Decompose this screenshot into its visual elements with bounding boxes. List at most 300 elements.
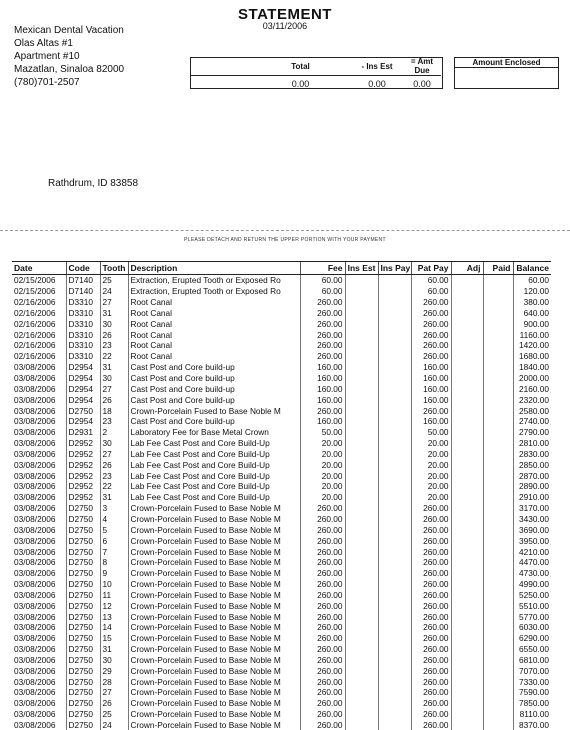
cell-adj: [451, 633, 483, 644]
cell-pat-pay: 160.00: [411, 362, 451, 373]
cell-adj: [451, 644, 483, 655]
table-row: [12, 611, 551, 622]
cell-adj: [451, 351, 483, 362]
cell-code: D3310: [66, 340, 100, 351]
cell-tooth: 23: [100, 470, 128, 481]
cell-adj: [451, 286, 483, 297]
cell-date: 03/08/2006: [12, 720, 66, 730]
cell-description: Laboratory Fee for Base Metal Crown: [128, 427, 300, 438]
cell-fee: 160.00: [300, 383, 345, 394]
cell-code: D3310: [66, 318, 100, 329]
cell-ins-est: [345, 644, 378, 655]
cell-ins-est: [345, 481, 378, 492]
cell-ins-pay: [378, 557, 411, 568]
cell-description: Crown-Porcelain Fused to Base Noble M: [128, 687, 300, 698]
cell-adj: [451, 492, 483, 503]
cell-date: 03/08/2006: [12, 405, 66, 416]
cell-ins-pay: [378, 665, 411, 676]
cell-date: 03/08/2006: [12, 362, 66, 373]
cell-balance: 6030.00: [513, 622, 551, 633]
table-row: [12, 297, 551, 308]
cell-adj: [451, 308, 483, 319]
cell-tooth: 22: [100, 481, 128, 492]
cell-pat-pay: 260.00: [411, 546, 451, 557]
table-row: [12, 720, 551, 730]
cell-balance: 1420.00: [513, 340, 551, 351]
cell-pat-pay: 260.00: [411, 589, 451, 600]
table-row: [12, 394, 551, 405]
cell-ins-pay: [378, 362, 411, 373]
cell-ins-pay: [378, 579, 411, 590]
cell-pat-pay: 20.00: [411, 470, 451, 481]
cell-ins-pay: [378, 524, 411, 535]
cell-balance: 2850.00: [513, 459, 551, 470]
cell-balance: 8370.00: [513, 720, 551, 730]
cell-fee: 20.00: [300, 459, 345, 470]
amount-enclosed-label: Amount Enclosed: [455, 58, 558, 68]
cell-adj: [451, 611, 483, 622]
cell-ins-pay: [378, 438, 411, 449]
cell-description: Cast Post and Core build-up: [128, 362, 300, 373]
table-row: [12, 655, 551, 666]
cell-pat-pay: 260.00: [411, 568, 451, 579]
cell-fee: 260.00: [300, 535, 345, 546]
cell-paid: [483, 503, 513, 514]
column-header-balance: Balance: [513, 262, 551, 275]
cell-ins-pay: [378, 698, 411, 709]
cell-fee: 260.00: [300, 351, 345, 362]
cell-paid: [483, 308, 513, 319]
cell-code: D2952: [66, 459, 100, 470]
cell-pat-pay: 260.00: [411, 514, 451, 525]
cell-pat-pay: 260.00: [411, 633, 451, 644]
cell-fee: 260.00: [300, 655, 345, 666]
cell-code: D2750: [66, 709, 100, 720]
cell-date: 03/08/2006: [12, 557, 66, 568]
cell-pat-pay: 50.00: [411, 427, 451, 438]
table-row: [12, 351, 551, 362]
cell-fee: 20.00: [300, 438, 345, 449]
amount-enclosed-box[interactable]: [454, 57, 559, 89]
table-row: [12, 329, 551, 340]
cell-pat-pay: 20.00: [411, 481, 451, 492]
cell-adj: [451, 329, 483, 340]
cell-paid: [483, 600, 513, 611]
cell-ins-est: [345, 449, 378, 460]
cell-ins-est: [345, 720, 378, 730]
table-row: [12, 286, 551, 297]
column-header-pat-pay: Pat Pay: [411, 262, 451, 275]
cell-ins-pay: [378, 449, 411, 460]
cell-description: Crown-Porcelain Fused to Base Noble M: [128, 655, 300, 666]
cell-tooth: 30: [100, 438, 128, 449]
cell-fee: 20.00: [300, 470, 345, 481]
cell-code: D2750: [66, 720, 100, 730]
cell-ins-pay: [378, 589, 411, 600]
cell-ins-est: [345, 318, 378, 329]
cell-pat-pay: 260.00: [411, 351, 451, 362]
cell-paid: [483, 416, 513, 427]
table-row: [12, 709, 551, 720]
cell-description: Crown-Porcelain Fused to Base Noble M: [128, 579, 300, 590]
cell-adj: [451, 405, 483, 416]
cell-paid: [483, 394, 513, 405]
cell-fee: 260.00: [300, 503, 345, 514]
sender-line: Mazatlan, Sinaloa 82000: [14, 63, 124, 76]
table-row: [12, 687, 551, 698]
cell-date: 02/16/2006: [12, 318, 66, 329]
cell-pat-pay: 260.00: [411, 340, 451, 351]
cell-ins-est: [345, 665, 378, 676]
cell-date: 03/08/2006: [12, 503, 66, 514]
cell-fee: 260.00: [300, 698, 345, 709]
cell-fee: 260.00: [300, 546, 345, 557]
cell-pat-pay: 260.00: [411, 655, 451, 666]
cell-date: 03/08/2006: [12, 383, 66, 394]
table-row: [12, 308, 551, 319]
cell-adj: [451, 600, 483, 611]
cell-ins-pay: [378, 286, 411, 297]
cell-code: D2952: [66, 470, 100, 481]
cell-pat-pay: 260.00: [411, 329, 451, 340]
cell-ins-pay: [378, 535, 411, 546]
cell-balance: 4470.00: [513, 557, 551, 568]
cell-ins-pay: [378, 600, 411, 611]
cell-adj: [451, 470, 483, 481]
cell-ins-est: [345, 655, 378, 666]
cell-ins-pay: [378, 720, 411, 730]
table-row: [12, 589, 551, 600]
statement-date: 03/11/2006: [0, 21, 570, 31]
cell-balance: 1840.00: [513, 362, 551, 373]
cell-date: 03/08/2006: [12, 394, 66, 405]
table-header-row: [12, 262, 551, 275]
table-row: [12, 492, 551, 503]
cell-tooth: 26: [100, 459, 128, 470]
table-row: [12, 427, 551, 438]
cell-ins-pay: [378, 308, 411, 319]
table-row: [12, 503, 551, 514]
cell-fee: 60.00: [300, 275, 345, 286]
summary-amt-due-value: 0.00: [403, 76, 441, 93]
cell-ins-est: [345, 394, 378, 405]
column-header-paid: Paid: [483, 262, 513, 275]
cell-fee: 260.00: [300, 568, 345, 579]
cell-code: D3310: [66, 297, 100, 308]
cell-fee: 260.00: [300, 318, 345, 329]
cell-date: 02/15/2006: [12, 286, 66, 297]
cell-balance: 4730.00: [513, 568, 551, 579]
cell-paid: [483, 438, 513, 449]
cell-description: Crown-Porcelain Fused to Base Noble M: [128, 557, 300, 568]
cell-adj: [451, 514, 483, 525]
cell-paid: [483, 373, 513, 384]
cell-code: D2750: [66, 535, 100, 546]
cell-description: Lab Fee Cast Post and Core Build-Up: [128, 492, 300, 503]
cell-description: Crown-Porcelain Fused to Base Noble M: [128, 546, 300, 557]
cell-balance: 60.00: [513, 275, 551, 286]
cell-description: Crown-Porcelain Fused to Base Noble M: [128, 698, 300, 709]
cell-fee: 160.00: [300, 394, 345, 405]
cell-ins-pay: [378, 622, 411, 633]
table-row: [12, 470, 551, 481]
cell-description: Crown-Porcelain Fused to Base Noble M: [128, 589, 300, 600]
cell-fee: 160.00: [300, 373, 345, 384]
cell-tooth: 25: [100, 275, 128, 286]
cell-date: 03/08/2006: [12, 535, 66, 546]
cell-paid: [483, 655, 513, 666]
cell-adj: [451, 568, 483, 579]
cell-balance: 2910.00: [513, 492, 551, 503]
cell-fee: 260.00: [300, 297, 345, 308]
cell-pat-pay: 260.00: [411, 665, 451, 676]
cell-ins-pay: [378, 459, 411, 470]
cell-description: Crown-Porcelain Fused to Base Noble M: [128, 611, 300, 622]
cell-date: 03/08/2006: [12, 514, 66, 525]
cell-paid: [483, 492, 513, 503]
cell-code: D2954: [66, 373, 100, 384]
cell-fee: 260.00: [300, 633, 345, 644]
cell-tooth: 5: [100, 524, 128, 535]
cell-code: D7140: [66, 286, 100, 297]
cell-description: Crown-Porcelain Fused to Base Noble M: [128, 676, 300, 687]
cell-description: Root Canal: [128, 308, 300, 319]
summary-header-amt-due: = Amt Due: [403, 57, 441, 76]
cell-ins-pay: [378, 297, 411, 308]
cell-balance: 6810.00: [513, 655, 551, 666]
cell-paid: [483, 611, 513, 622]
cell-balance: 2790.00: [513, 427, 551, 438]
cell-code: D2952: [66, 449, 100, 460]
cell-code: D2750: [66, 503, 100, 514]
cell-date: 03/08/2006: [12, 589, 66, 600]
cell-description: Crown-Porcelain Fused to Base Noble M: [128, 535, 300, 546]
cell-adj: [451, 427, 483, 438]
cell-code: D2750: [66, 676, 100, 687]
cell-paid: [483, 383, 513, 394]
cell-description: Lab Fee Cast Post and Core Build-Up: [128, 438, 300, 449]
cell-balance: 4210.00: [513, 546, 551, 557]
cell-balance: 8110.00: [513, 709, 551, 720]
cell-balance: 2580.00: [513, 405, 551, 416]
cell-fee: 60.00: [300, 286, 345, 297]
cell-tooth: 30: [100, 655, 128, 666]
cell-ins-est: [345, 373, 378, 384]
cell-adj: [451, 438, 483, 449]
table-row: [12, 438, 551, 449]
table-row: [12, 481, 551, 492]
cell-balance: 2740.00: [513, 416, 551, 427]
table-row: [12, 362, 551, 373]
cell-code: D2750: [66, 698, 100, 709]
cell-adj: [451, 449, 483, 460]
cell-tooth: 15: [100, 633, 128, 644]
cell-date: 03/08/2006: [12, 427, 66, 438]
cell-ins-pay: [378, 351, 411, 362]
tear-line: [0, 230, 570, 231]
cell-adj: [451, 535, 483, 546]
cell-ins-est: [345, 275, 378, 286]
cell-ins-est: [345, 600, 378, 611]
cell-paid: [483, 524, 513, 535]
cell-balance: 7590.00: [513, 687, 551, 698]
cell-pat-pay: 160.00: [411, 416, 451, 427]
cell-pat-pay: 20.00: [411, 492, 451, 503]
cell-balance: 4990.00: [513, 579, 551, 590]
cell-ins-est: [345, 351, 378, 362]
summary-table: [190, 57, 441, 92]
cell-tooth: 9: [100, 568, 128, 579]
summary-spacer: [190, 76, 250, 93]
cell-paid: [483, 297, 513, 308]
cell-fee: 260.00: [300, 579, 345, 590]
cell-ins-est: [345, 524, 378, 535]
cell-description: Crown-Porcelain Fused to Base Noble M: [128, 720, 300, 730]
cell-paid: [483, 351, 513, 362]
cell-ins-est: [345, 297, 378, 308]
column-header-tooth: Tooth: [100, 262, 128, 275]
cell-code: D2954: [66, 394, 100, 405]
cell-pat-pay: 260.00: [411, 308, 451, 319]
cell-paid: [483, 427, 513, 438]
cell-paid: [483, 405, 513, 416]
cell-adj: [451, 687, 483, 698]
cell-code: D7140: [66, 275, 100, 286]
cell-balance: 3430.00: [513, 514, 551, 525]
cell-fee: 260.00: [300, 329, 345, 340]
cell-code: D3310: [66, 308, 100, 319]
cell-balance: 120.00: [513, 286, 551, 297]
cell-adj: [451, 524, 483, 535]
cell-ins-pay: [378, 633, 411, 644]
cell-date: 02/16/2006: [12, 351, 66, 362]
table-row: [12, 676, 551, 687]
cell-ins-pay: [378, 394, 411, 405]
cell-fee: 160.00: [300, 416, 345, 427]
sender-address: [14, 24, 124, 89]
column-header-code: Code: [66, 262, 100, 275]
cell-pat-pay: 60.00: [411, 286, 451, 297]
cell-pat-pay: 20.00: [411, 459, 451, 470]
cell-code: D2750: [66, 687, 100, 698]
cell-balance: 3690.00: [513, 524, 551, 535]
cell-balance: 3950.00: [513, 535, 551, 546]
cell-ins-est: [345, 308, 378, 319]
cell-tooth: 26: [100, 394, 128, 405]
cell-pat-pay: 260.00: [411, 579, 451, 590]
cell-code: D2952: [66, 481, 100, 492]
cell-code: D2954: [66, 362, 100, 373]
cell-adj: [451, 481, 483, 492]
cell-tooth: 10: [100, 579, 128, 590]
cell-paid: [483, 449, 513, 460]
cell-description: Cast Post and Core build-up: [128, 416, 300, 427]
cell-description: Crown-Porcelain Fused to Base Noble M: [128, 524, 300, 535]
cell-ins-est: [345, 492, 378, 503]
sender-line: Apartment #10: [14, 50, 124, 63]
cell-paid: [483, 329, 513, 340]
cell-paid: [483, 633, 513, 644]
table-row: [12, 568, 551, 579]
cell-date: 03/08/2006: [12, 492, 66, 503]
table-row: [12, 449, 551, 460]
cell-code: D2750: [66, 600, 100, 611]
column-header-fee: Fee: [300, 262, 345, 275]
cell-ins-est: [345, 579, 378, 590]
cell-ins-pay: [378, 329, 411, 340]
cell-fee: 260.00: [300, 405, 345, 416]
cell-paid: [483, 362, 513, 373]
cell-ins-pay: [378, 373, 411, 384]
cell-fee: 160.00: [300, 362, 345, 373]
cell-fee: 20.00: [300, 449, 345, 460]
cell-pat-pay: 260.00: [411, 644, 451, 655]
cell-ins-est: [345, 589, 378, 600]
cell-adj: [451, 383, 483, 394]
table-row: [12, 665, 551, 676]
cell-adj: [451, 698, 483, 709]
cell-ins-pay: [378, 492, 411, 503]
cell-code: D3310: [66, 329, 100, 340]
cell-fee: 260.00: [300, 720, 345, 730]
cell-pat-pay: 260.00: [411, 611, 451, 622]
cell-balance: 2810.00: [513, 438, 551, 449]
cell-ins-est: [345, 622, 378, 633]
cell-ins-est: [345, 709, 378, 720]
cell-balance: 900.00: [513, 318, 551, 329]
column-header-ins-pay: Ins Pay: [378, 262, 411, 275]
cell-paid: [483, 698, 513, 709]
cell-tooth: 23: [100, 416, 128, 427]
cell-tooth: 29: [100, 665, 128, 676]
cell-ins-pay: [378, 687, 411, 698]
cell-paid: [483, 286, 513, 297]
cell-date: 03/08/2006: [12, 600, 66, 611]
table-row: [12, 535, 551, 546]
cell-code: D2750: [66, 665, 100, 676]
cell-tooth: 27: [100, 297, 128, 308]
cell-date: 02/16/2006: [12, 297, 66, 308]
cell-tooth: 31: [100, 308, 128, 319]
cell-pat-pay: 260.00: [411, 524, 451, 535]
cell-description: Root Canal: [128, 340, 300, 351]
cell-adj: [451, 546, 483, 557]
cell-ins-pay: [378, 514, 411, 525]
cell-ins-est: [345, 438, 378, 449]
cell-tooth: 7: [100, 546, 128, 557]
cell-date: 03/08/2006: [12, 579, 66, 590]
cell-adj: [451, 676, 483, 687]
table-row: [12, 557, 551, 568]
cell-balance: 7850.00: [513, 698, 551, 709]
table-row: [12, 340, 551, 351]
cell-description: Cast Post and Core build-up: [128, 383, 300, 394]
cell-paid: [483, 340, 513, 351]
cell-tooth: 14: [100, 622, 128, 633]
cell-pat-pay: 20.00: [411, 438, 451, 449]
cell-fee: 50.00: [300, 427, 345, 438]
cell-tooth: 6: [100, 535, 128, 546]
cell-date: 03/08/2006: [12, 633, 66, 644]
cell-pat-pay: 60.00: [411, 275, 451, 286]
column-header-adj: Adj: [451, 262, 483, 275]
cell-ins-est: [345, 286, 378, 297]
cell-ins-pay: [378, 568, 411, 579]
cell-fee: 20.00: [300, 492, 345, 503]
cell-code: D2750: [66, 568, 100, 579]
cell-tooth: 4: [100, 514, 128, 525]
cell-fee: 260.00: [300, 622, 345, 633]
